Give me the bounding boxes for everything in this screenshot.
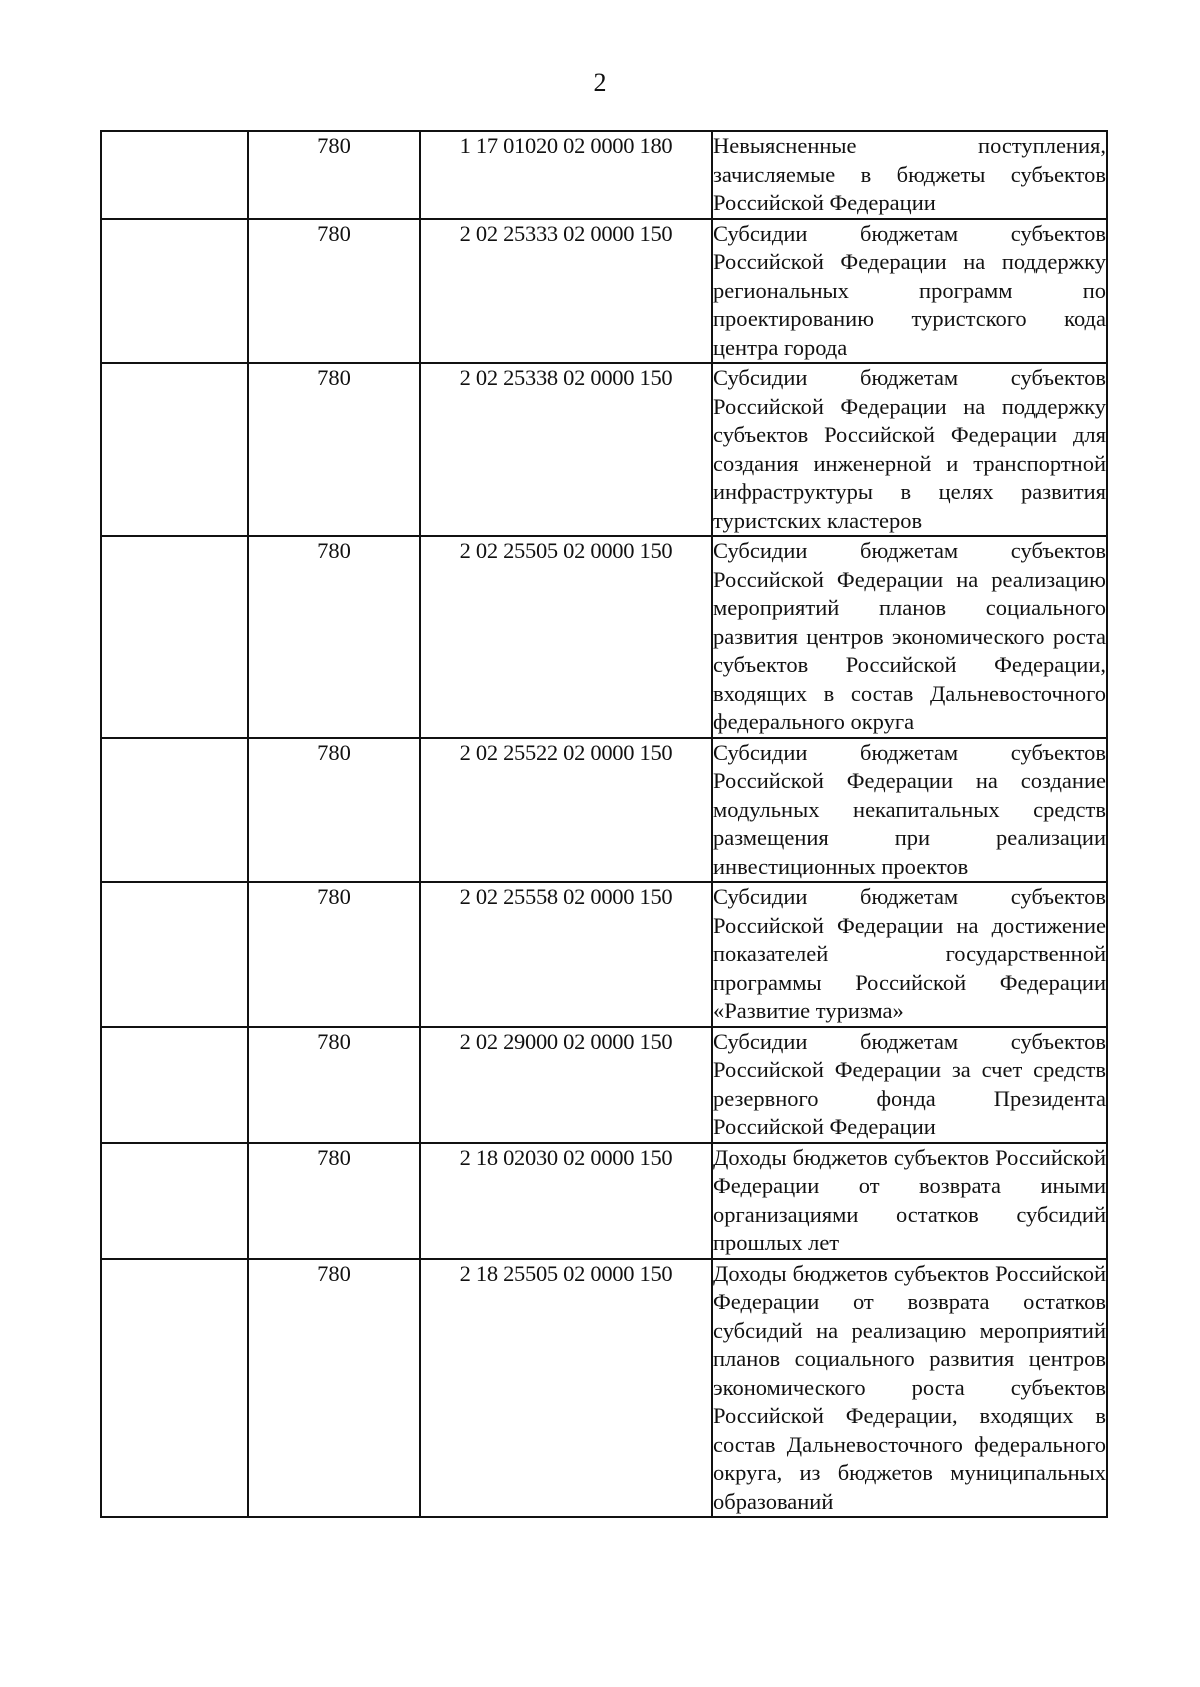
description-cell: Субсидии бюджетам субъектов Российской Федерации на создание модульных некапитальных средств размещения при реализации инвестиционных проектов	[712, 738, 1107, 883]
admin-code-cell: 780	[248, 1027, 420, 1143]
admin-code-cell: 780	[248, 363, 420, 536]
empty-cell	[101, 1143, 248, 1259]
kbk-code-cell: 2 02 29000 02 0000 150	[420, 1027, 712, 1143]
kbk-code-cell: 2 02 25338 02 0000 150	[420, 363, 712, 536]
admin-code-cell: 780	[248, 131, 420, 219]
kbk-code-cell: 2 18 25505 02 0000 150	[420, 1259, 712, 1518]
empty-cell	[101, 882, 248, 1027]
table-row	[101, 219, 1107, 364]
description-cell: Субсидии бюджетам субъектов Российской Федерации за счет средств резервного фонда Президента Российской Федерации	[712, 1027, 1107, 1143]
table-row	[101, 882, 1107, 1027]
page-number: 2	[593, 68, 607, 97]
description-cell: Доходы бюджетов субъектов Российской Федерации от возврата иными организациями остатков субсидий прошлых лет	[712, 1143, 1107, 1259]
table-row	[101, 1027, 1107, 1143]
table-row	[101, 363, 1107, 536]
kbk-code-cell: 2 02 25505 02 0000 150	[420, 536, 712, 738]
kbk-code-cell: 1 17 01020 02 0000 180	[420, 131, 712, 219]
empty-cell	[101, 738, 248, 883]
admin-code-cell: 780	[248, 1259, 420, 1518]
table-body	[101, 131, 1107, 1517]
description-cell: Невыясненные поступления, зачисляемые в бюджеты субъектов Российской Федерации	[712, 131, 1107, 219]
kbk-code-cell: 2 18 02030 02 0000 150	[420, 1143, 712, 1259]
description-cell: Субсидии бюджетам субъектов Российской Федерации на достижение показателей государственной программы Российской Федерации «Развитие туризма»	[712, 882, 1107, 1027]
empty-cell	[101, 363, 248, 536]
admin-code-cell: 780	[248, 738, 420, 883]
table-row	[101, 536, 1107, 738]
empty-cell	[101, 536, 248, 738]
table-row	[101, 131, 1107, 219]
kbk-code-cell: 2 02 25558 02 0000 150	[420, 882, 712, 1027]
table-row	[101, 1143, 1107, 1259]
kbk-code-cell: 2 02 25333 02 0000 150	[420, 219, 712, 364]
description-cell: Субсидии бюджетам субъектов Российской Федерации на реализацию мероприятий планов социального развития центров экономического роста субъектов Российской Федерации, входящих в состав Дальневосточного федерального округа	[712, 536, 1107, 738]
kbk-code-cell: 2 02 25522 02 0000 150	[420, 738, 712, 883]
admin-code-cell: 780	[248, 219, 420, 364]
empty-cell	[101, 1027, 248, 1143]
description-cell: Субсидии бюджетам субъектов Российской Федерации на поддержку субъектов Российской Федерации для создания инженерной и транспортной инфраструктуры в целях развития туристских кластеров	[712, 363, 1107, 536]
empty-cell	[101, 1259, 248, 1518]
table-row	[101, 738, 1107, 883]
description-cell: Субсидии бюджетам субъектов Российской Федерации на поддержку региональных программ по проектированию туристского кода центра города	[712, 219, 1107, 364]
admin-code-cell: 780	[248, 536, 420, 738]
table-row	[101, 1259, 1107, 1518]
admin-code-cell: 780	[248, 1143, 420, 1259]
admin-code-cell: 780	[248, 882, 420, 1027]
empty-cell	[101, 219, 248, 364]
budget-codes-table	[100, 130, 1108, 1518]
description-cell: Доходы бюджетов субъектов Российской Федерации от возврата остатков субсидий на реализацию мероприятий планов социального развития центров экономического роста субъектов Российской Федерации, входящих в состав Дальневосточного федерального округа, из бюджетов муниципальных образований	[712, 1259, 1107, 1518]
empty-cell	[101, 131, 248, 219]
